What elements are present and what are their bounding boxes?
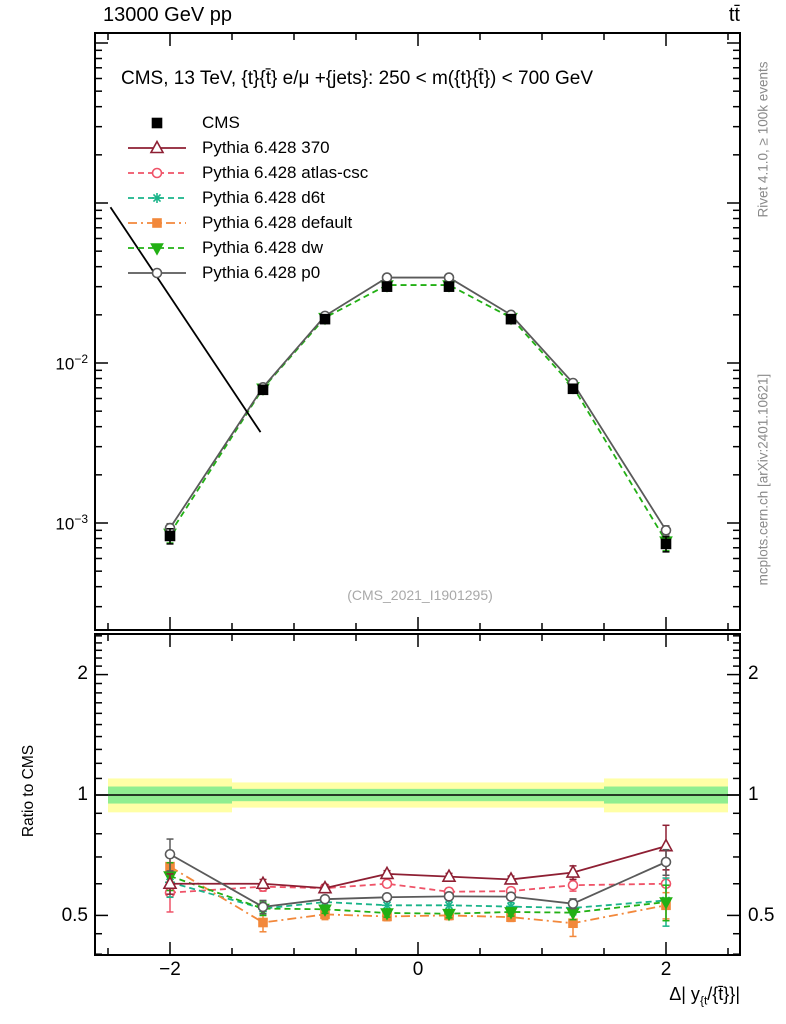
tick-exp: −2 bbox=[74, 352, 88, 366]
legend-label: Pythia 6.428 dw bbox=[202, 237, 323, 257]
legend bbox=[126, 110, 368, 285]
ratio-ytick-2-right: 2 bbox=[748, 663, 759, 684]
main-ytick-1e-2 bbox=[38, 352, 88, 375]
legend-item-default bbox=[126, 210, 368, 235]
legend-item-d6t bbox=[126, 185, 368, 210]
legend-item-370 bbox=[126, 135, 368, 160]
process-label: tt̄ bbox=[728, 4, 740, 26]
beam-energy-label: 13000 GeV pp bbox=[103, 4, 232, 26]
ratio-ytick-05-right: 0.5 bbox=[748, 905, 775, 926]
legend-marker-370 bbox=[126, 139, 188, 157]
legend-marker-p0 bbox=[126, 264, 188, 282]
ratio-ytick-1-left: 1 bbox=[77, 784, 88, 805]
legend-marker-dw bbox=[126, 239, 188, 257]
legend-label: Pythia 6.428 atlas-csc bbox=[202, 162, 369, 182]
xtick-0: 0 bbox=[412, 959, 424, 980]
rivet-version-credit: Rivet 4.1.0, ≥ 100k events bbox=[755, 61, 771, 218]
xtick-2: 2 bbox=[660, 959, 672, 980]
legend-item-p0 bbox=[126, 260, 368, 285]
analysis-watermark: (CMS_2021_I1901295) bbox=[347, 587, 493, 603]
main-ytick-1e-3 bbox=[38, 512, 88, 535]
x-axis-title bbox=[540, 984, 740, 1008]
xtick-minus2: −2 bbox=[159, 959, 181, 980]
x-axis-title-sub: {t bbox=[699, 993, 708, 1008]
uncertainty-bands bbox=[95, 778, 740, 812]
tick-exp: −3 bbox=[74, 512, 88, 526]
x-axis-title-rest: /{t̄}}| bbox=[707, 984, 740, 1004]
ratio-axis-title: Ratio to CMS bbox=[20, 744, 37, 838]
plot-title: CMS, 13 TeV, {t}{t̄} e/μ +{jets}: 250 < m({t}{t̄}) < 700 GeV bbox=[121, 68, 594, 89]
legend-marker-cms bbox=[126, 114, 188, 132]
legend-label: Pythia 6.428 p0 bbox=[202, 262, 321, 282]
legend-label: CMS bbox=[202, 112, 240, 132]
series-dw-ratio bbox=[165, 863, 672, 921]
legend-label: Pythia 6.428 370 bbox=[202, 137, 330, 157]
series-p370-ratio bbox=[164, 825, 672, 894]
legend-item-cms bbox=[126, 110, 368, 135]
tick-base: 10 bbox=[55, 514, 75, 534]
legend-label: Pythia 6.428 d6t bbox=[202, 187, 325, 207]
legend-marker-default bbox=[126, 214, 188, 232]
legend-item-dw bbox=[126, 235, 368, 260]
ratio-ytick-2-left: 2 bbox=[77, 663, 88, 684]
tick-base: 10 bbox=[55, 354, 75, 374]
ratio-ytick-05-left: 0.5 bbox=[61, 905, 88, 926]
x-axis-title-main: Δ| y bbox=[669, 984, 700, 1004]
mcplots-arxiv-credit: mcplots.cern.ch [arXiv:2401.10621] bbox=[755, 373, 771, 586]
series-dw-main bbox=[165, 281, 672, 551]
legend-marker-atlas-csc bbox=[126, 164, 188, 182]
legend-marker-d6t bbox=[126, 189, 188, 207]
legend-item-atlas-csc bbox=[126, 160, 368, 185]
legend-label: Pythia 6.428 default bbox=[202, 212, 353, 232]
ratio-ytick-1-right: 1 bbox=[748, 784, 759, 805]
